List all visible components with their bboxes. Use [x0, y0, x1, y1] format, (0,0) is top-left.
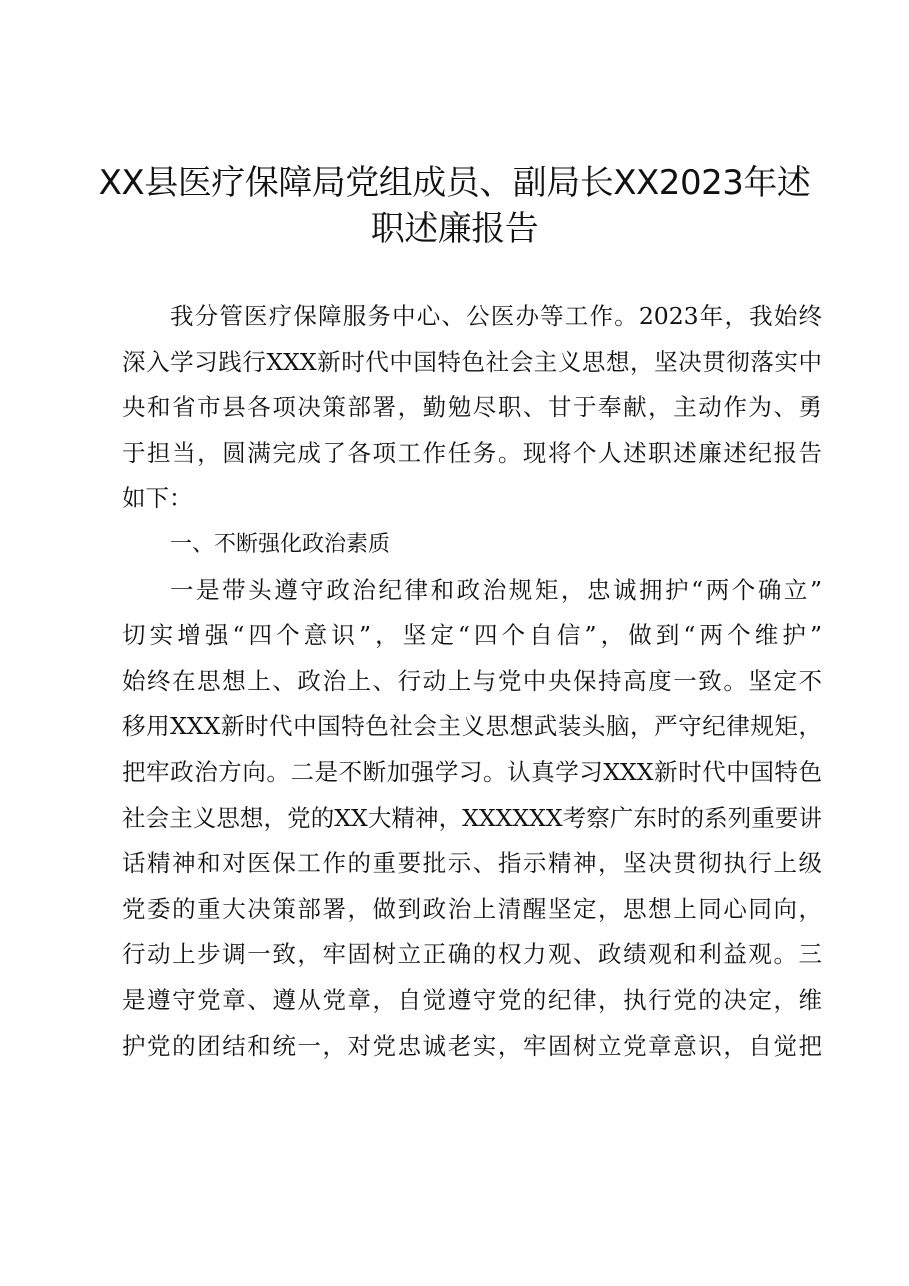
document-title: [0, 160, 909, 252]
section-heading: 一、不断强化政治素质: [170, 531, 391, 557]
text-line: 话精神和对医保工作的重要批示、指示精神，坚决贯彻执行上级: [122, 849, 822, 878]
text-line: 是遵守党章、遵从党章，自觉遵守党的纪律，执行党的决定，维: [122, 985, 822, 1014]
text-line: 深入学习践行XXX新时代中国特色社会主义思想，坚决贯彻落实中: [122, 347, 822, 376]
text-line: 如下：: [122, 484, 193, 513]
text-line: 护党的团结和统一，对党忠诚老实，牢固树立党章意识，自觉把: [122, 1031, 822, 1060]
text-line: 行动上步调一致，牢固树立正确的权力观、政绩观和利益观。三: [122, 940, 822, 969]
paragraph-political-quality: [122, 568, 822, 1070]
title-line-2: 职述廉报告: [370, 209, 539, 249]
text-line: 于担当，圆满完成了各项工作任务。现将个人述职述廉述纪报告: [122, 438, 822, 467]
text-line: 始终在思想上、政治上、行动上与党中央保持高度一致。坚定不: [122, 666, 822, 695]
text-line: 社会主义思想，党的XX大精神，XXXXXX考察广东时的系列重要讲: [122, 803, 822, 832]
text-line: 我分管医疗保障服务中心、公医办等工作。2023年，我始终: [170, 302, 822, 330]
text-line: 切实增强“四个意识”，坚定“四个自信”，做到“两个维护”: [122, 621, 822, 650]
text-line: 党委的重大决策部署，做到政治上清醒坚定，思想上同心同向，: [122, 894, 822, 923]
title-line-1: XX县医疗保障局党组成员、副局长XX2023年述: [98, 163, 811, 203]
text-line: 把牢政治方向。二是不断加强学习。认真学习XXX新时代中国特色: [122, 757, 822, 786]
text-line: 央和省市县各项决策部署，勤勉尽职、甘于奉献，主动作为、勇: [122, 393, 822, 422]
paragraph-intro: [122, 294, 822, 522]
document-body: [122, 294, 822, 1069]
text-line: 一是带头遵守政治纪律和政治规矩，忠诚拥护“两个确立”: [170, 575, 822, 604]
text-line: 移用XXX新时代中国特色社会主义思想武装头脑，严守纪律规矩，: [122, 712, 822, 741]
